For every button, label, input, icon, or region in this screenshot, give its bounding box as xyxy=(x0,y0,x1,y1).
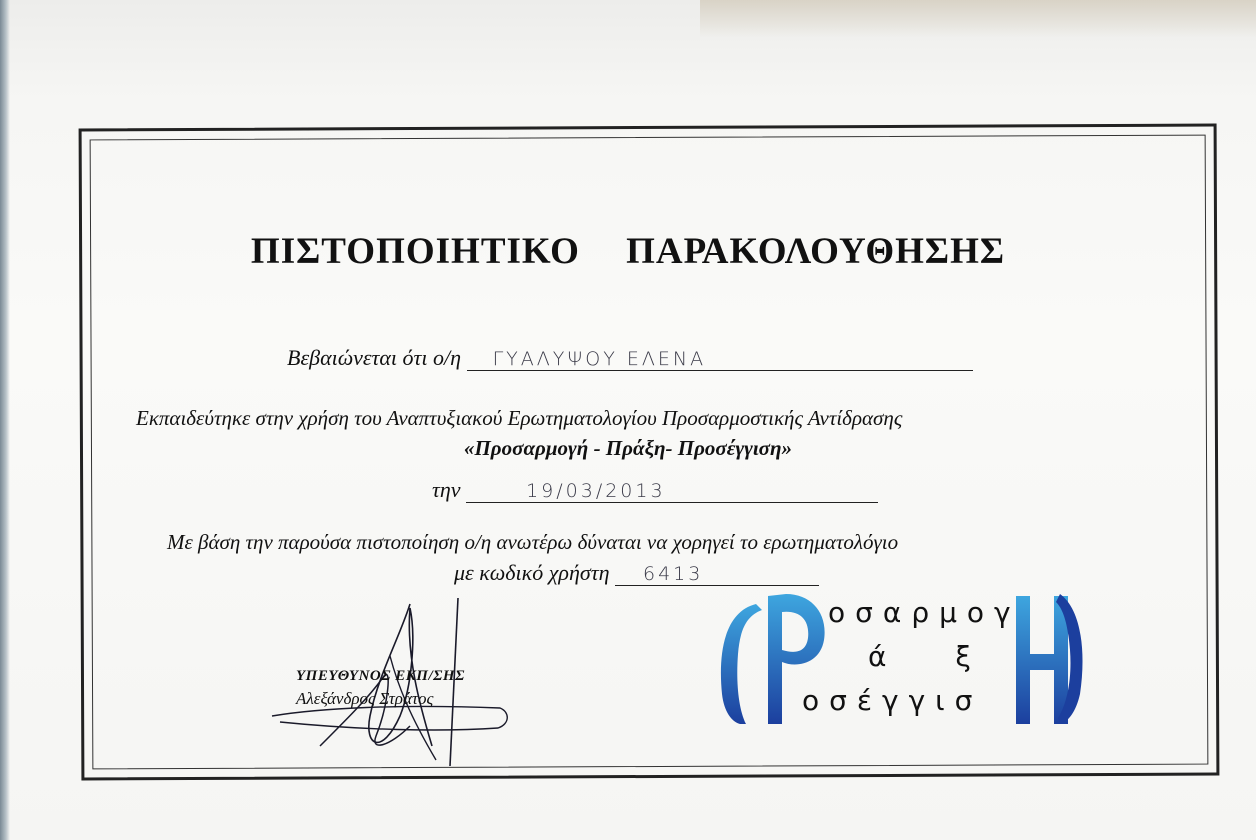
logo-line-2: ά ξ xyxy=(868,640,1001,673)
permission-text: Με βάση την παρούσα πιστοποίηση ο/η ανωτέρω δύναται να χορηγεί το ερωτηματολόγιο xyxy=(167,530,899,554)
page-edge-shadow xyxy=(0,0,10,840)
date-label: την xyxy=(432,477,461,502)
program-logo xyxy=(716,584,1086,732)
logo-line-3: οσέγγισ xyxy=(802,684,983,717)
certify-label: Βεβαιώνεται ότι ο/η xyxy=(287,345,462,370)
signatory-name: Αλεξάνδρος Στράτος xyxy=(296,689,434,708)
user-code-value: 6413 xyxy=(615,563,819,586)
date-value: 19/03/2013 xyxy=(466,480,878,503)
signatory-block xyxy=(296,668,465,709)
logo-line-1: οσαρμογ xyxy=(828,596,1021,629)
certificate-title: ΠΙΣΤΟΠΟΙΗΤΙΚΟ ΠΑΡΑΚΟΛΟΥΘΗΣΗΣ xyxy=(250,231,1006,272)
program-name: «Προσαρμογή - Πράξη- Προσέγγιση» xyxy=(463,436,793,460)
user-code-line xyxy=(454,560,819,586)
certify-line xyxy=(287,345,973,371)
recipient-name: ΓΥΑΛΥΨΟΥ ΕΛΕΝΑ xyxy=(467,348,973,371)
signatory-role: ΥΠΕΥΘΥΝΟΣ ΕΚΠ/ΣΗΣ xyxy=(296,668,465,684)
user-code-label: με κωδικό χρήστη xyxy=(454,560,610,585)
page-top-shadow xyxy=(700,0,1256,38)
trained-text: Εκπαιδεύτηκε στην χρήση του Αναπτυξιακού Ερωτηματολογίου Προσαρμοστικής Αντίδρασης xyxy=(136,406,903,430)
date-line xyxy=(432,477,878,503)
